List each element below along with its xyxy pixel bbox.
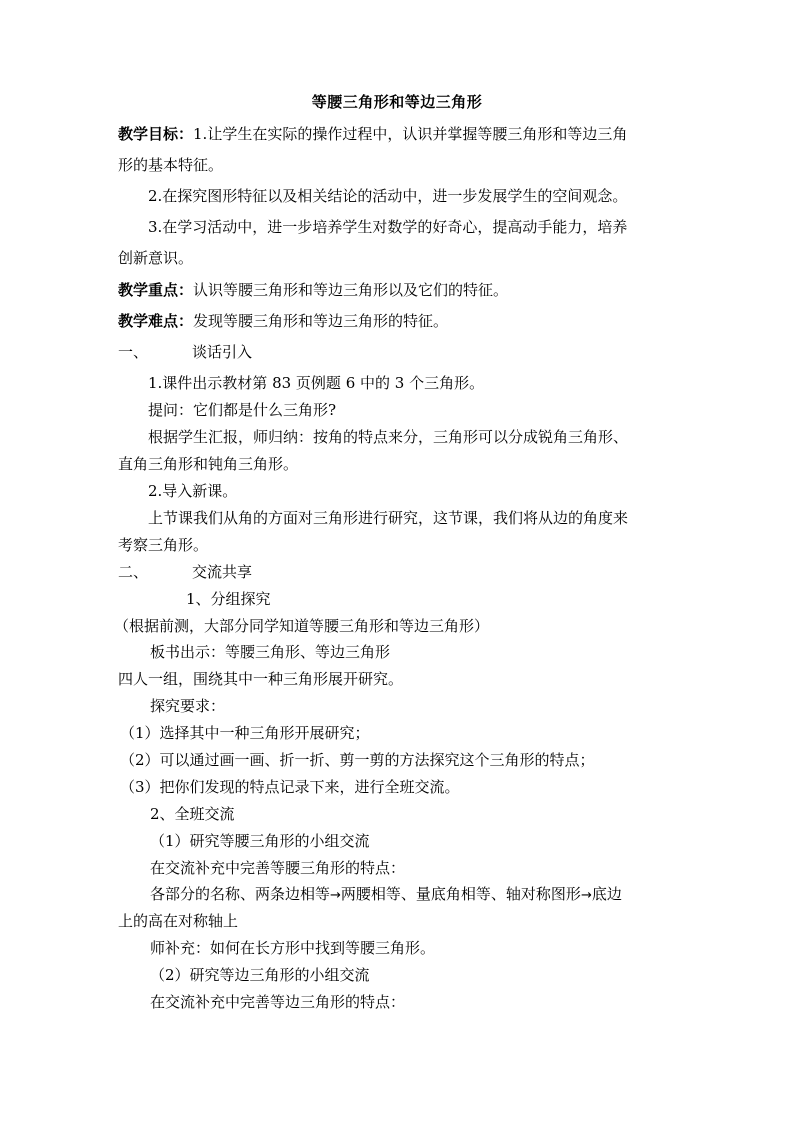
objective-1-continuation: 形的基本特征。 [118, 156, 224, 174]
section-1-paragraph-2: 提问：它们都是什么三角形? [148, 401, 337, 419]
objective-3-continuation: 创新意识。 [118, 249, 194, 267]
difficulties-label: 教学难点： [118, 312, 194, 330]
section-2-heading [0, 560, 794, 584]
section-2-number: 二、 [118, 563, 149, 581]
section-2-note: （根据前测，大部分同学知道等腰三角形和等边三角形） [114, 617, 490, 635]
key-points-line [0, 278, 794, 302]
requirement-3: （3）把你们发现的特点记录下来，进行全班交流。 [120, 778, 460, 796]
key-points-label: 教学重点： [118, 281, 194, 299]
difficulties-line [0, 309, 794, 333]
section-2-requirements-label: 探究要求： [150, 697, 226, 715]
isosceles-features [0, 882, 794, 906]
key-points-text: 认识等腰三角形和等边三角形以及它们的特征。 [193, 281, 509, 299]
section-1-paragraph-5-continuation: 考察三角形。 [118, 536, 209, 554]
section-1-paragraph-3: 根据学生汇报，师归纳：按角的特点来分，三角形可以分成锐角三角形、 [148, 428, 629, 446]
section-1-paragraph-5: 上节课我们从角的方面对三角形进行研究，这节课，我们将从边的角度来 [148, 509, 629, 527]
equilateral-intro: 在交流补充中完善等边三角形的特点： [150, 993, 406, 1011]
section-1-paragraph-1: 1.课件出示教材第 83 页例题 6 中的 3 个三角形。 [148, 374, 485, 392]
equilateral-heading: （2）研究等边三角形的小组交流 [150, 966, 370, 984]
section-1-paragraph-4: 2.导入新课。 [148, 482, 238, 500]
section-2-board: 板书出示：等腰三角形、等边三角形 [150, 643, 391, 661]
isosceles-intro: 在交流补充中完善等腰三角形的特点： [150, 859, 406, 877]
objective-3: 3.在学习活动中，进一步培养学生对数学的好奇心，提高动手能力，培养 [148, 218, 628, 236]
isosceles-feature-b: 两腰相等、量底角相等、轴对称图形 [340, 885, 581, 903]
right-arrow-icon: → [580, 888, 592, 903]
section-1-heading [0, 340, 794, 364]
section-1-paragraph-3-continuation: 直角三角形和钝角三角形。 [118, 455, 299, 473]
difficulties-text: 发现等腰三角形和等边三角形的特征。 [193, 312, 449, 330]
isosceles-features-continuation: 上的高在对称轴上 [118, 912, 239, 930]
objectives-label: 教学目标： [118, 125, 194, 143]
objectives-line-1 [0, 122, 794, 146]
document-title: 等腰三角形和等边三角形 [311, 93, 483, 111]
section-2-title: 交流共享 [192, 563, 253, 581]
isosceles-feature-c: 底边 [591, 885, 622, 903]
objective-1-text: 1.让学生在实际的操作过程中，认识并掌握等腰三角形和等边三角 [193, 125, 628, 143]
isosceles-heading: （1）研究等腰三角形的小组交流 [150, 832, 370, 850]
objective-2: 2.在探究图形特征以及相关结论的活动中，进一步发展学生的空间观念。 [148, 187, 628, 205]
requirement-2: （2）可以通过画一画、折一折、剪一剪的方法探究这个三角形的特点； [120, 751, 595, 769]
isosceles-feature-a: 各部分的名称、两条边相等 [150, 885, 331, 903]
right-arrow-icon: → [330, 888, 341, 903]
section-2-subheading-1: 1、分组探究 [186, 590, 271, 608]
teacher-supplement: 师补充：如何在长方形中找到等腰三角形。 [150, 939, 436, 957]
section-1-number: 一、 [118, 343, 149, 361]
section-2-subheading-2: 2、全班交流 [150, 805, 235, 823]
section-2-group: 四人一组，围绕其中一种三角形展开研究。 [118, 670, 404, 688]
section-1-title: 谈话引入 [192, 343, 253, 361]
requirement-1: （1）选择其中一种三角形开展研究； [120, 724, 370, 742]
